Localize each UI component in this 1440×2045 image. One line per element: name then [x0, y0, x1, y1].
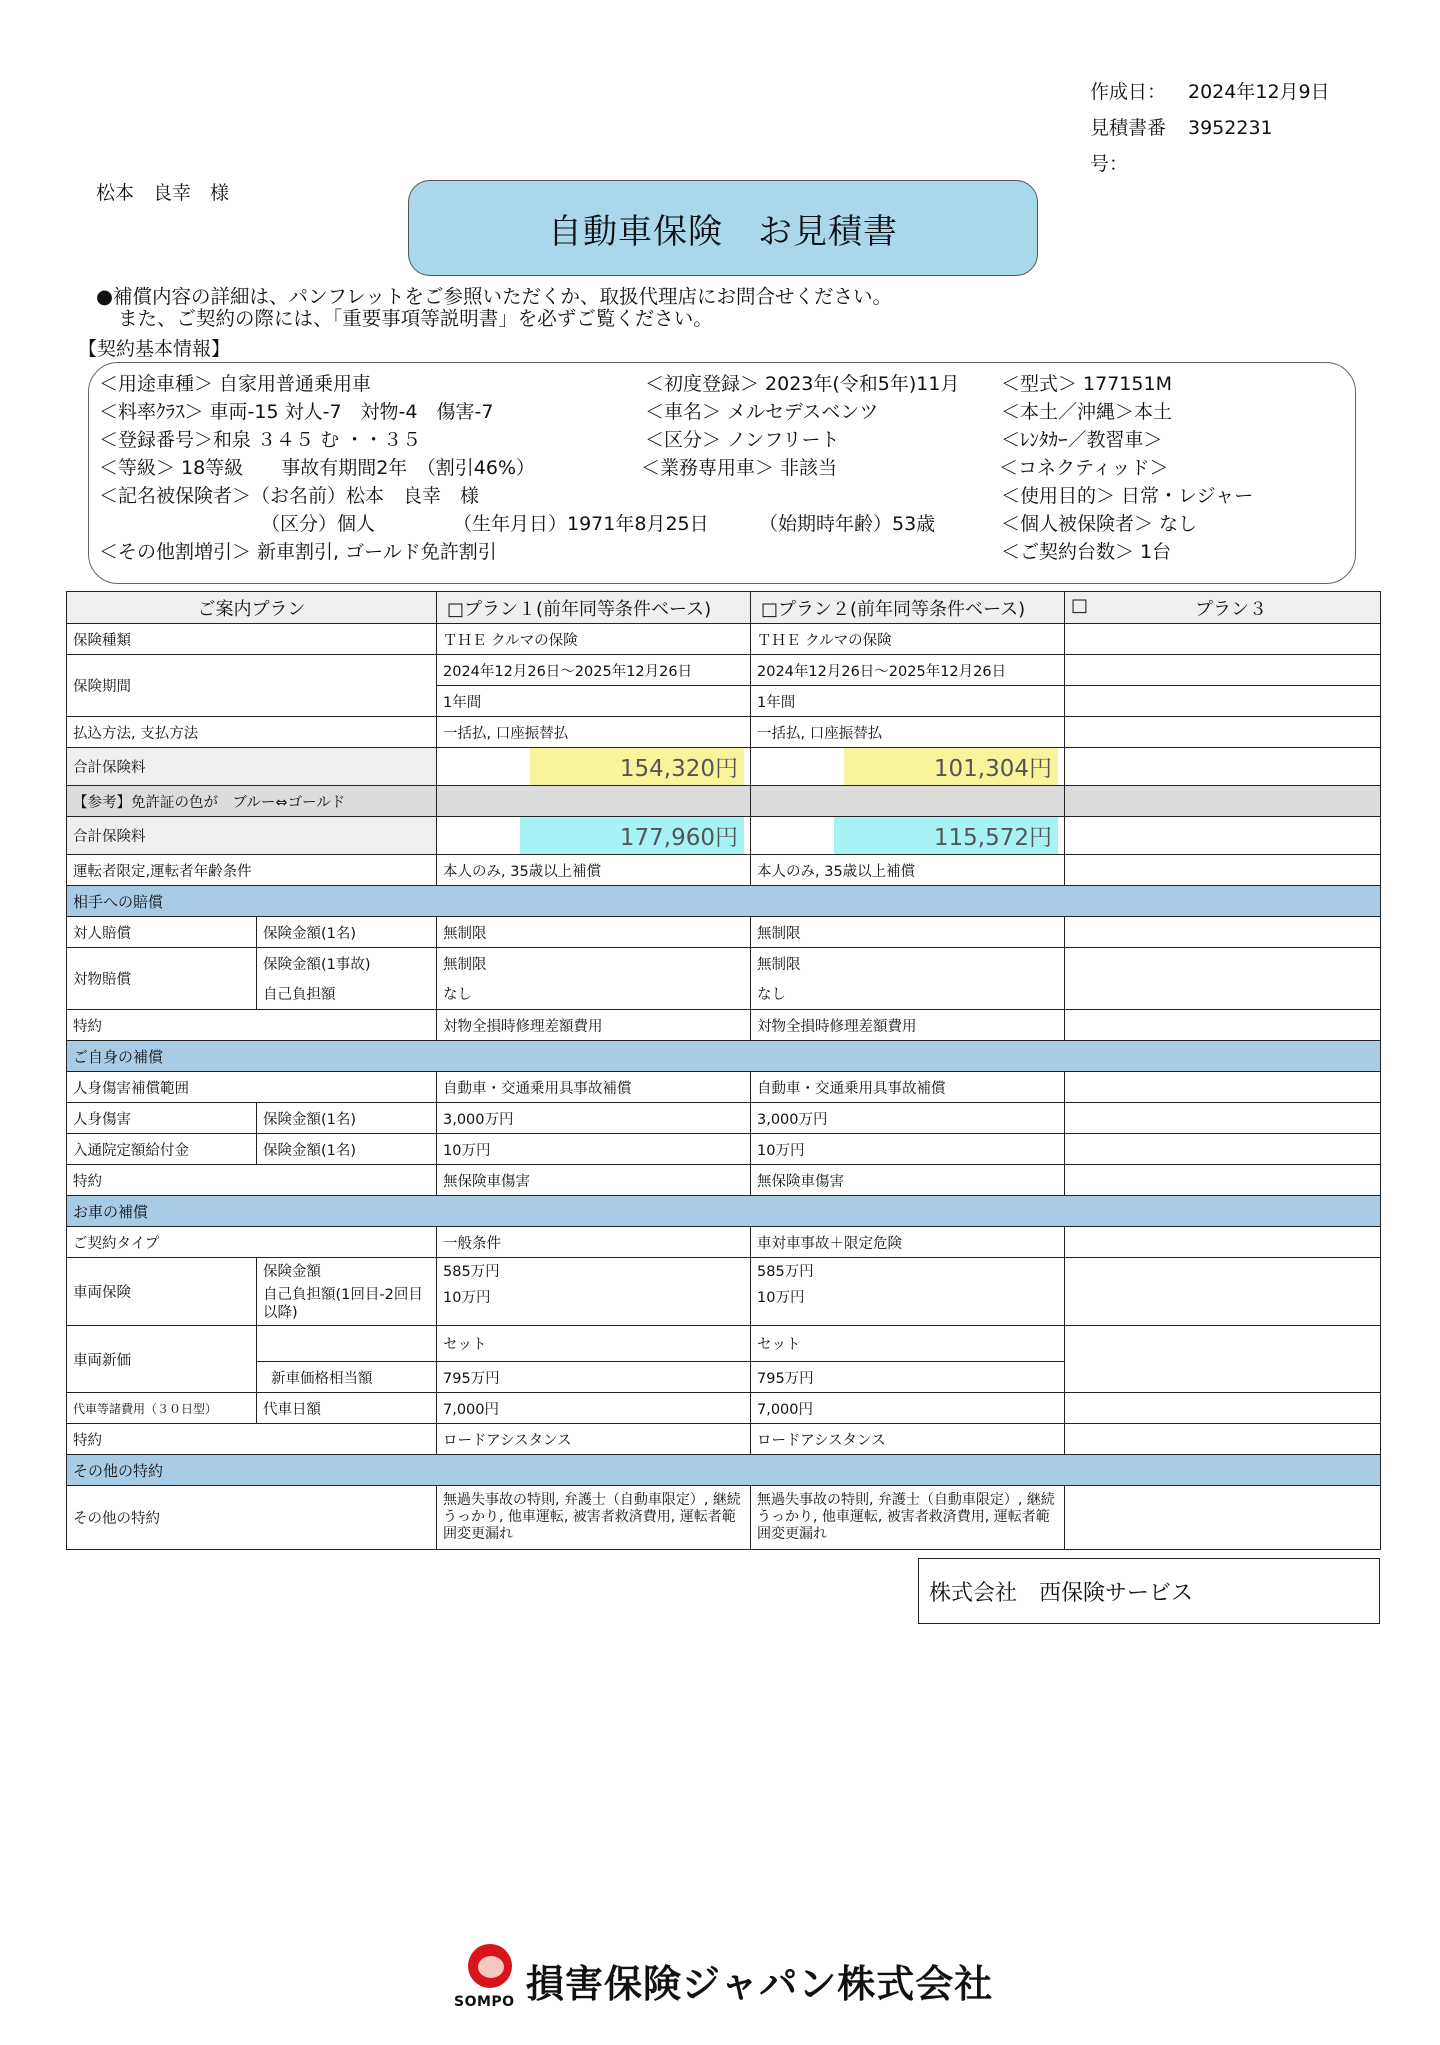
notice-line-1: ●補償内容の詳細は、パンフレットをご参照いただくか、取扱代理店にお問合せください。 [96, 285, 893, 308]
period-plan-3 [1065, 655, 1381, 686]
row-label-rental: 代車等諸費用（３０日型） [67, 1393, 257, 1424]
header-plan-2: □プラン２(前年同等条件ベース) [751, 592, 1065, 624]
header-guide-plan: ご案内プラン [67, 592, 437, 624]
row-label-payment: 払込方法, 支払方法 [67, 717, 437, 748]
sompo-wordmark: SOMPO [454, 1994, 515, 2010]
total-premium-plan-3 [1065, 748, 1381, 786]
license-reference-plan-2 [751, 786, 1065, 817]
section-other-party [67, 886, 1381, 917]
table-row [67, 917, 1381, 948]
table-row [67, 1424, 1381, 1455]
injury-scope-plan-1: 自動車・交通乗用具事故補償 [437, 1072, 751, 1103]
table-row [67, 1010, 1381, 1041]
term-plan-2: 1年間 [751, 686, 1065, 717]
driver-limit-plan-1: 本人のみ, 35歳以上補償 [437, 855, 751, 886]
special-2-plan-3 [1065, 1165, 1381, 1196]
sompo-mark-icon [454, 1944, 518, 2016]
special-3-plan-3 [1065, 1424, 1381, 1455]
section-label: 相手への賠償 [67, 886, 1381, 917]
property-deductible-plan-1: なし [437, 979, 751, 1010]
row-label-total-premium-ref: 合計保険料 [67, 817, 437, 855]
property-plan-3 [1065, 948, 1381, 1010]
fleet-category: ＜区分＞ ノンフリート [645, 429, 840, 451]
driver-limit-plan-3 [1065, 855, 1381, 886]
section-car [67, 1196, 1381, 1227]
rental-plan-3 [1065, 1393, 1381, 1424]
quote-number: 3952231 [1188, 117, 1273, 139]
total-premium-plan-1-value: 154,320円 [530, 748, 744, 785]
table-row [67, 1326, 1381, 1362]
injury-scope-plan-3 [1065, 1072, 1381, 1103]
table-row [67, 1134, 1381, 1165]
row-label-hospital: 入通院定額給付金 [67, 1134, 257, 1165]
vehicle-plan-1: 585万円 [437, 1258, 751, 1284]
table-row [67, 655, 1381, 686]
table-row [67, 1072, 1381, 1103]
other-special-plan-2: 無過失事故の特則, 弁護士（自動車限定）, 継続うっかり, 他車運転, 被害者救済費用, 運転者範囲変更漏れ [751, 1486, 1065, 1550]
first-registration: ＜初度登録＞ 2023年(令和5年)11月 [645, 373, 960, 395]
purpose-of-use: ＜使用目的＞ 日常・レジャー [1001, 485, 1254, 507]
table-row [67, 948, 1381, 979]
special-2-plan-1: 無保険車傷害 [437, 1165, 751, 1196]
start-age: （始期時年齢）53歳 [759, 513, 936, 535]
property-plan-2: 無制限 [751, 948, 1065, 979]
contract-type-plan-2: 車対車事故＋限定危険 [751, 1227, 1065, 1258]
table-row [67, 1486, 1381, 1550]
vehicle-deductible-plan-1: 10万円 [437, 1284, 751, 1326]
section-label: ご自身の補償 [67, 1041, 1381, 1072]
header-plan-1: □プラン１(前年同等条件ベース) [437, 592, 751, 624]
other-special-plan-1: 無過失事故の特則, 弁護士（自動車限定）, 継続うっかり, 他車運転, 被害者救済費用, 運転者範囲変更漏れ [437, 1486, 751, 1550]
contract-type-plan-1: 一般条件 [437, 1227, 751, 1258]
row-sub-bodily: 保険金額(1名) [257, 917, 437, 948]
row-label-injury-scope: 人身傷害補償範囲 [67, 1072, 437, 1103]
row-label-special-3: 特約 [67, 1424, 437, 1455]
row-label-vehicle: 車両保険 [67, 1258, 257, 1326]
property-plan-1: 無制限 [437, 948, 751, 979]
table-row [67, 1227, 1381, 1258]
table-row [67, 748, 1381, 786]
rate-class: ＜料率ｸﾗｽ＞ 車両-15 対人-7 対物-4 傷害-7 [99, 401, 494, 423]
table-row [67, 1165, 1381, 1196]
new-car-plan-1: セット [437, 1326, 751, 1362]
other-discounts: ＜その他割増引＞ 新車割引, ゴールド免許割引 [99, 541, 497, 563]
created-date-label: 作成日： [1090, 81, 1167, 103]
row-sub-vehicle-deductible: 自己負担額(1回目-2回目以降) [257, 1284, 437, 1326]
term-plan-3 [1065, 686, 1381, 717]
addressee: 松本 良幸 様 [96, 182, 230, 204]
total-premium-plan-2 [751, 748, 1065, 786]
special-1-plan-3 [1065, 1010, 1381, 1041]
agency-box: 株式会社 西保険サービス [918, 1558, 1380, 1624]
row-label-special-1: 特約 [67, 1010, 437, 1041]
table-row [67, 1258, 1381, 1284]
total-premium-plan-2-value: 101,304円 [844, 748, 1058, 785]
insurer-name: 損害保険ジャパン株式会社 [526, 1961, 994, 2006]
new-car-price-plan-1: 795万円 [437, 1362, 751, 1393]
model-code: ＜型式＞ 177151M [1001, 373, 1172, 395]
bodily-plan-2: 無制限 [751, 917, 1065, 948]
table-row [67, 1103, 1381, 1134]
table-row [67, 855, 1381, 886]
total-premium-plan-1 [437, 748, 751, 786]
other-special-plan-3 [1065, 1486, 1381, 1550]
special-2-plan-2: 無保険車傷害 [751, 1165, 1065, 1196]
notice [96, 286, 892, 330]
basic-info-heading: 【契約基本情報】 [78, 338, 231, 360]
row-label-other-special: その他の特約 [67, 1486, 437, 1550]
plan-3-label: プラン３ [1195, 598, 1267, 620]
table-row [67, 624, 1381, 655]
section-label: お車の補償 [67, 1196, 1381, 1227]
total-premium-ref-plan-1-value: 177,960円 [520, 817, 744, 854]
total-premium-ref-plan-2 [751, 817, 1065, 855]
insurer-logo [454, 1944, 993, 2016]
row-sub-property-deductible: 自己負担額 [257, 979, 437, 1010]
named-insured: ＜記名被保険者＞（お名前）松本 良幸 様 [99, 485, 480, 507]
document-title: 自動車保険 お見積書 [408, 180, 1038, 276]
plan-3-checkbox: □ [1071, 594, 1089, 616]
payment-plan-1: 一括払, 口座振替払 [437, 717, 751, 748]
row-label-special-2: 特約 [67, 1165, 437, 1196]
registration-number: ＜登録番号＞和泉 ３４５ む ・・３５ [99, 429, 422, 451]
special-1-plan-1: 対物全損時修理差額費用 [437, 1010, 751, 1041]
type-plan-2: ＴＨＥ クルマの保険 [751, 624, 1065, 655]
bodily-plan-1: 無制限 [437, 917, 751, 948]
connected: ＜コネクティッド＞ [999, 457, 1169, 479]
property-deductible-plan-2: なし [751, 979, 1065, 1010]
row-sub-hospital: 保険金額(1名) [257, 1134, 437, 1165]
row-sub-property-amount: 保険金額(1事故) [257, 948, 437, 979]
table-row [67, 717, 1381, 748]
total-premium-ref-plan-1 [437, 817, 751, 855]
period-plan-2: 2024年12月26日～2025年12月26日 [751, 655, 1065, 686]
type-plan-1: ＴＨＥ クルマの保険 [437, 624, 751, 655]
sompo-circle-icon [468, 1944, 512, 1988]
vehicle-plan-2: 585万円 [751, 1258, 1065, 1284]
driver-limit-plan-2: 本人のみ, 35歳以上補償 [751, 855, 1065, 886]
row-label-injury: 人身傷害 [67, 1103, 257, 1134]
special-1-plan-2: 対物全損時修理差額費用 [751, 1010, 1065, 1041]
table-row [67, 817, 1381, 855]
total-premium-ref-plan-3 [1065, 817, 1381, 855]
table-row [67, 786, 1381, 817]
table-row [67, 1393, 1381, 1424]
injury-plan-2: 3,000万円 [751, 1103, 1065, 1134]
contract-count: ＜ご契約台数＞ 1台 [1001, 541, 1172, 563]
row-label-insurance-type: 保険種類 [67, 624, 437, 655]
basic-info-box [88, 362, 1356, 584]
row-label-license-reference: 【参考】免許証の色が ブルー⇔ゴールド [67, 786, 437, 817]
type-plan-3 [1065, 624, 1381, 655]
row-sub-vehicle-amount: 保険金額 [257, 1258, 437, 1284]
individual-insured: ＜個人被保険者＞ なし [1001, 513, 1198, 535]
row-label-new-car: 車両新価 [67, 1326, 257, 1393]
document-meta [1090, 74, 1330, 182]
period-plan-1: 2024年12月26日～2025年12月26日 [437, 655, 751, 686]
row-label-bodily: 対人賠償 [67, 917, 257, 948]
new-car-plan-3 [1065, 1326, 1381, 1393]
section-self [67, 1041, 1381, 1072]
insured-category: （区分）個人 [261, 513, 376, 535]
rental-plan-1: 7,000円 [437, 1393, 751, 1424]
grade: ＜等級＞ 18等級 事故有期間2年 （割引46%） [99, 457, 536, 479]
row-sub-new-car-price: 新車価格相当額 [257, 1362, 437, 1393]
row-label-total-premium: 合計保険料 [67, 748, 437, 786]
vehicle-plan-3 [1065, 1258, 1381, 1326]
license-reference-plan-1 [437, 786, 751, 817]
total-premium-ref-plan-2-value: 115,572円 [834, 817, 1058, 854]
hospital-plan-1: 10万円 [437, 1134, 751, 1165]
row-label-period: 保険期間 [67, 655, 437, 717]
injury-plan-3 [1065, 1103, 1381, 1134]
new-car-price-plan-2: 795万円 [751, 1362, 1065, 1393]
new-car-plan-2: セット [751, 1326, 1065, 1362]
created-date: 2024年12月9日 [1188, 81, 1330, 103]
usage-type: ＜用途車種＞ 自家用普通乗用車 [99, 373, 372, 395]
rental-plan-2: 7,000円 [751, 1393, 1065, 1424]
payment-plan-3 [1065, 717, 1381, 748]
row-sub-rental: 代車日額 [257, 1393, 437, 1424]
term-plan-1: 1年間 [437, 686, 751, 717]
injury-scope-plan-2: 自動車・交通乗用具事故補償 [751, 1072, 1065, 1103]
table-header-row [67, 592, 1381, 624]
row-label-driver-limit: 運転者限定,運転者年齢条件 [67, 855, 437, 886]
birth-date: （生年月日）1971年8月25日 [453, 513, 709, 535]
contract-type-plan-3 [1065, 1227, 1381, 1258]
header-plan-3 [1065, 592, 1381, 624]
hospital-plan-2: 10万円 [751, 1134, 1065, 1165]
payment-plan-2: 一括払, 口座振替払 [751, 717, 1065, 748]
row-label-contract-type: ご契約タイプ [67, 1227, 437, 1258]
vehicle-deductible-plan-2: 10万円 [751, 1284, 1065, 1326]
business-use: ＜業務専用車＞ 非該当 [641, 457, 838, 479]
rental-driving-school: ＜ﾚﾝﾀｶｰ／教習車＞ [1001, 429, 1163, 451]
row-sub-new-car-empty [257, 1326, 437, 1362]
hospital-plan-3 [1065, 1134, 1381, 1165]
section-other [67, 1455, 1381, 1486]
plan-table [66, 591, 1381, 1550]
license-reference-plan-3 [1065, 786, 1381, 817]
row-label-property: 対物賠償 [67, 948, 257, 1010]
car-name: ＜車名＞ メルセデスベンツ [645, 401, 879, 423]
section-label: その他の特約 [67, 1455, 1381, 1486]
row-sub-injury: 保険金額(1名) [257, 1103, 437, 1134]
mainland-okinawa: ＜本土／沖縄＞本土 [1001, 401, 1173, 423]
injury-plan-1: 3,000万円 [437, 1103, 751, 1134]
quote-number-label: 見積書番号： [1090, 117, 1167, 175]
special-3-plan-1: ロードアシスタンス [437, 1424, 751, 1455]
special-3-plan-2: ロードアシスタンス [751, 1424, 1065, 1455]
notice-line-2: また、ご契約の際には、「重要事項等説明書」を必ずご覧ください。 [118, 307, 713, 330]
bodily-plan-3 [1065, 917, 1381, 948]
